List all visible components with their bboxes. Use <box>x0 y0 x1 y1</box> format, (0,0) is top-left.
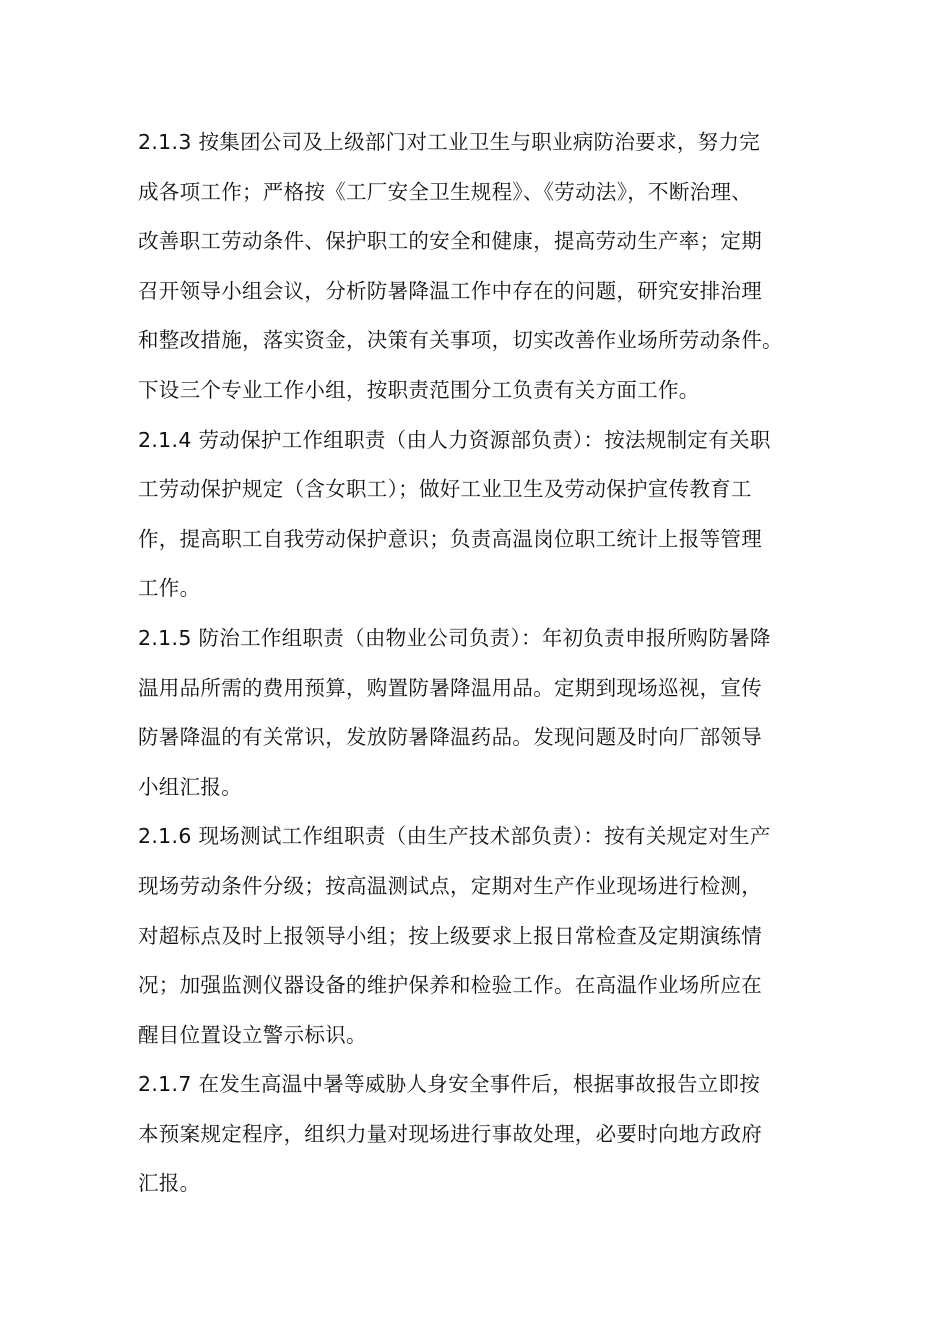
paragraph-2-1-6 <box>138 812 828 1060</box>
text-line: 工劳动保护规定（含女职工）；做好工业卫生及劳动保护宣传教育工 <box>138 477 752 502</box>
text-line: 2.1.3 按集团公司及上级部门对工业卫生与职业病防治要求，努力完 <box>138 130 761 154</box>
document-body <box>138 118 828 1209</box>
text-line: 作，提高职工自我劳动保护意识；负责高温岗位职工统计上报等管理 <box>138 526 762 551</box>
paragraph-2-1-5 <box>138 614 828 812</box>
text-line: 汇报。 <box>138 1171 201 1196</box>
text-line: 2.1.7 在发生高温中暑等威胁人身安全事件后，根据事故报告立即按 <box>138 1072 761 1097</box>
text-line: 本预案规定程序，组织力量对现场进行事故处理，必要时向地方政府 <box>138 1121 762 1146</box>
text-line: 成各项工作；严格按《工厂安全卫生规程》、《劳动法》，不断治理、 <box>138 179 753 204</box>
text-line: 2.1.5 防治工作组职责（由物业公司负责）：年初负责申报所购防暑降 <box>138 625 771 650</box>
text-line: 小组汇报。 <box>138 774 242 799</box>
text-line: 下设三个专业工作小组，按职责范围分工负责有关方面工作。 <box>138 377 700 402</box>
text-line: 防暑降温的有关常识，发放防暑降温药品。发现问题及时向厂部领导 <box>138 725 762 750</box>
text-line: 2.1.4 劳动保护工作组职责（由人力资源部负责）：按法规制定有关职 <box>138 427 771 452</box>
paragraph-2-1-7 <box>138 1060 828 1209</box>
text-line: 现场劳动条件分级；按高温测试点，定期对生产作业现场进行检测， <box>138 873 762 898</box>
text-line: 改善职工劳动条件、保护职工的安全和健康，提高劳动生产率；定期 <box>138 229 762 254</box>
text-line: 温用品所需的费用预算，购置防暑降温用品。定期到现场巡视，宣传 <box>138 675 762 700</box>
paragraph-2-1-3 <box>138 118 828 416</box>
text-line: 和整改措施，落实资金，决策有关事项，切实改善作业场所劳动条件。 <box>138 328 783 353</box>
text-line: 召开领导小组会议，分析防暑降温工作中存在的问题，研究安排治理 <box>138 278 762 303</box>
text-line: 对超标点及时上报领导小组；按上级要求上报日常检查及定期演练情 <box>138 923 762 948</box>
paragraph-2-1-4 <box>138 416 828 614</box>
text-line: 工作。 <box>138 576 201 601</box>
text-line: 况；加强监测仪器设备的维护保养和检验工作。在高温作业场所应在 <box>138 973 762 998</box>
text-line: 醒目位置设立警示标识。 <box>138 1022 367 1047</box>
text-line: 2.1.6 现场测试工作组职责（由生产技术部负责）：按有关规定对生产 <box>138 824 771 849</box>
